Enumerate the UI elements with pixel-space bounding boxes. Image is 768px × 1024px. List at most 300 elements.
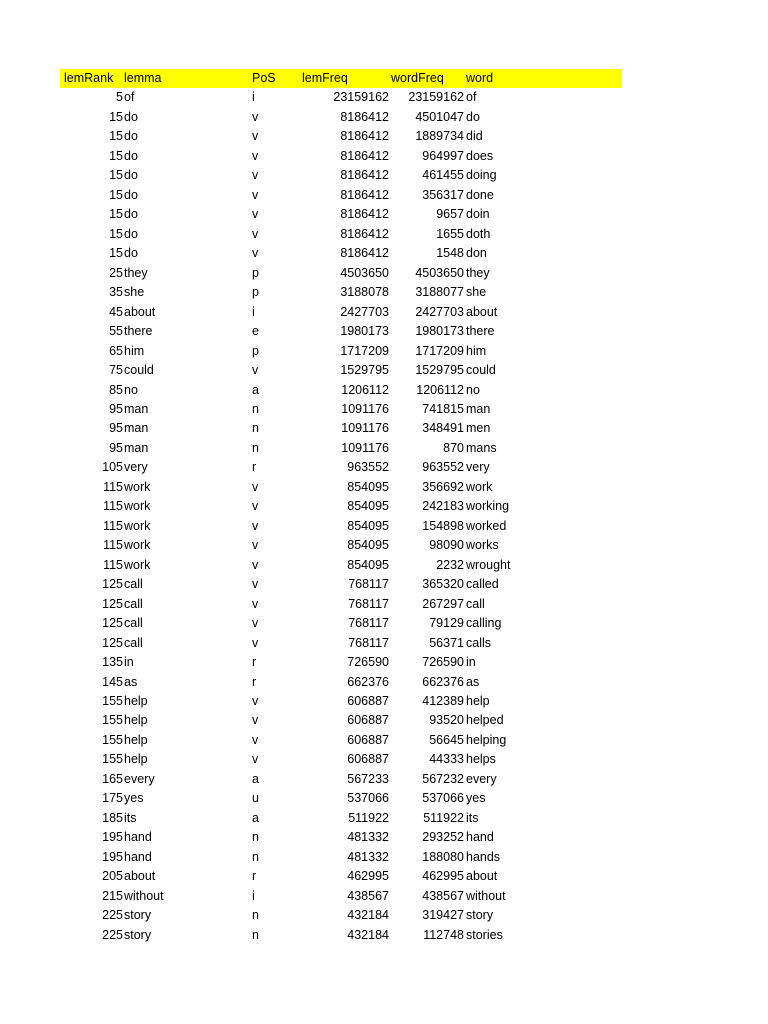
cell-pos[interactable]: r <box>252 674 257 689</box>
cell-lemfreq[interactable]: 768117 <box>348 616 389 631</box>
cell-lemma[interactable]: about <box>124 869 156 884</box>
cell-word[interactable]: help <box>466 694 490 708</box>
cell-word[interactable]: she <box>466 285 487 300</box>
cell-word[interactable]: men <box>466 421 491 436</box>
cell-pos[interactable]: i <box>252 304 255 319</box>
cell-pos[interactable]: v <box>252 499 259 514</box>
table-row <box>60 867 622 886</box>
cell-lemfreq[interactable]: 606887 <box>347 732 389 747</box>
cell-lemrank[interactable]: 15 <box>109 129 123 144</box>
cell-word[interactable]: no <box>466 382 480 397</box>
cell-lemfreq[interactable]: 606887 <box>347 752 389 767</box>
cell-lemrank[interactable]: 95 <box>109 440 123 455</box>
cell-pos[interactable]: v <box>252 732 259 747</box>
cell-lemfreq[interactable]: 854095 <box>347 538 389 553</box>
cell-lemma[interactable]: of <box>124 90 135 105</box>
cell-wordfreq[interactable]: 23159162 <box>408 90 464 105</box>
cell-word[interactable]: does <box>466 148 494 163</box>
cell-lemrank[interactable]: 145 <box>102 674 123 689</box>
cell-lemfreq[interactable]: 511922 <box>348 810 389 825</box>
cell-word[interactable]: of <box>466 90 477 105</box>
cell-word[interactable]: there <box>466 324 495 339</box>
cell-lemfreq[interactable]: 8186412 <box>340 168 389 183</box>
cell-lemma[interactable]: man <box>124 401 149 416</box>
cell-word[interactable]: every <box>466 771 497 786</box>
cell-lemrank[interactable]: 95 <box>109 401 123 416</box>
table-row <box>60 88 622 107</box>
cell-pos[interactable]: i <box>252 90 255 105</box>
cell-lemrank[interactable]: 115 <box>103 479 123 494</box>
cell-wordfreq[interactable]: 412389 <box>422 694 464 708</box>
header-pos[interactable]: PoS <box>252 71 276 85</box>
cell-pos[interactable]: a <box>252 810 259 825</box>
table-row <box>60 517 622 536</box>
cell-lemma[interactable]: call <box>124 616 143 631</box>
cell-wordfreq[interactable]: 1548 <box>436 246 464 261</box>
cell-lemrank[interactable]: 155 <box>102 713 123 728</box>
cell-lemma[interactable]: work <box>124 499 151 514</box>
table-row <box>60 536 622 555</box>
cell-lemma[interactable]: work <box>124 538 151 553</box>
cell-lemfreq[interactable]: 1980173 <box>340 324 389 339</box>
header-wordfreq[interactable]: wordFreq <box>391 71 444 85</box>
cell-pos[interactable]: v <box>252 713 259 728</box>
cell-pos[interactable]: v <box>252 596 259 611</box>
cell-lemrank[interactable]: 95 <box>109 421 123 436</box>
cell-wordfreq[interactable]: 356692 <box>422 479 464 494</box>
cell-wordfreq[interactable]: 1655 <box>436 226 464 241</box>
cell-lemma[interactable]: she <box>124 285 145 300</box>
cell-lemma[interactable]: there <box>124 324 153 339</box>
cell-lemrank[interactable]: 15 <box>109 168 123 183</box>
cell-lemrank[interactable]: 125 <box>102 596 123 611</box>
cell-word[interactable]: doin <box>466 207 490 222</box>
cell-wordfreq[interactable]: 293252 <box>422 830 464 845</box>
cell-lemma[interactable]: do <box>124 129 138 144</box>
cell-pos[interactable]: u <box>252 791 259 806</box>
cell-wordfreq[interactable]: 964997 <box>422 148 464 163</box>
cell-lemfreq[interactable]: 1529795 <box>340 363 389 378</box>
cell-word[interactable]: do <box>466 109 480 124</box>
cell-word[interactable]: its <box>466 810 479 825</box>
cell-lemrank[interactable]: 155 <box>102 694 123 708</box>
cell-lemma[interactable]: man <box>124 440 149 455</box>
cell-lemfreq[interactable]: 768117 <box>348 577 389 592</box>
table-row <box>60 673 622 692</box>
cell-wordfreq[interactable]: 438567 <box>422 888 464 903</box>
cell-wordfreq[interactable]: 4501047 <box>415 109 464 124</box>
cell-lemfreq[interactable]: 963552 <box>347 460 389 475</box>
cell-word[interactable]: could <box>466 363 496 378</box>
cell-lemfreq[interactable]: 854095 <box>347 479 389 494</box>
header-lemfreq[interactable]: lemFreq <box>302 71 348 85</box>
cell-pos[interactable]: v <box>252 557 259 572</box>
cell-wordfreq[interactable]: 462995 <box>422 869 464 884</box>
cell-lemrank[interactable]: 15 <box>109 187 123 202</box>
cell-lemma[interactable]: do <box>124 148 138 163</box>
cell-lemrank[interactable]: 205 <box>102 869 123 884</box>
table-row <box>60 303 622 322</box>
cell-wordfreq[interactable]: 1206112 <box>416 382 464 397</box>
cell-lemfreq[interactable]: 8186412 <box>340 148 389 163</box>
cell-lemma[interactable]: do <box>124 207 138 222</box>
cell-word[interactable]: mans <box>466 440 497 455</box>
table-row <box>60 419 622 438</box>
cell-lemma[interactable]: hand <box>124 830 152 845</box>
cell-lemfreq[interactable]: 537066 <box>347 791 389 806</box>
cell-lemma[interactable]: work <box>124 518 151 533</box>
cell-wordfreq[interactable]: 662376 <box>422 674 464 689</box>
cell-lemrank[interactable]: 195 <box>102 830 123 845</box>
cell-word[interactable]: called <box>466 577 499 592</box>
cell-lemfreq[interactable]: 432184 <box>347 927 389 942</box>
cell-lemrank[interactable]: 155 <box>102 732 123 747</box>
cell-lemma[interactable]: call <box>124 596 143 611</box>
cell-wordfreq[interactable]: 44333 <box>429 752 464 767</box>
cell-lemrank[interactable]: 15 <box>109 207 123 222</box>
table-row <box>60 770 622 789</box>
cell-lemma[interactable]: as <box>124 674 138 689</box>
cell-lemfreq[interactable]: 768117 <box>348 596 389 611</box>
cell-pos[interactable]: a <box>252 382 259 397</box>
cell-lemma[interactable]: help <box>124 713 148 728</box>
cell-word[interactable]: wrought <box>466 557 511 572</box>
cell-lemrank[interactable]: 15 <box>109 246 123 261</box>
cell-word[interactable]: helped <box>466 713 504 728</box>
cell-lemma[interactable]: very <box>124 460 148 475</box>
cell-wordfreq[interactable]: 963552 <box>422 460 464 475</box>
cell-pos[interactable]: v <box>252 109 259 124</box>
cell-lemrank[interactable]: 225 <box>102 927 123 942</box>
table-row <box>60 186 622 205</box>
table-row <box>60 342 622 361</box>
cell-wordfreq[interactable]: 93520 <box>429 713 464 728</box>
table-row <box>60 731 622 750</box>
cell-lemrank[interactable]: 125 <box>102 635 123 650</box>
cell-word[interactable]: very <box>466 460 490 475</box>
cell-lemma[interactable]: hand <box>124 849 152 864</box>
cell-wordfreq[interactable]: 3188077 <box>415 285 464 300</box>
cell-pos[interactable]: v <box>252 168 259 183</box>
cell-lemfreq[interactable]: 8186412 <box>340 109 389 124</box>
cell-pos[interactable]: v <box>252 479 259 494</box>
cell-lemma[interactable]: yes <box>124 791 144 806</box>
cell-lemfreq[interactable]: 8186412 <box>340 207 389 222</box>
cell-lemfreq[interactable]: 8186412 <box>340 187 389 202</box>
cell-lemma[interactable]: do <box>124 246 138 261</box>
cell-pos[interactable]: v <box>252 577 259 592</box>
cell-lemma[interactable]: help <box>124 732 148 747</box>
header-lemma[interactable]: lemma <box>124 71 162 85</box>
cell-lemma[interactable]: work <box>124 557 151 572</box>
cell-wordfreq[interactable]: 537066 <box>422 791 464 806</box>
table-row <box>60 497 622 516</box>
cell-lemma[interactable]: no <box>124 382 138 397</box>
cell-pos[interactable]: v <box>252 246 259 261</box>
cell-word[interactable]: they <box>466 265 490 280</box>
cell-lemrank[interactable]: 45 <box>109 304 123 319</box>
cell-wordfreq[interactable]: 2232 <box>436 557 464 572</box>
cell-wordfreq[interactable]: 870 <box>443 440 464 455</box>
table-row <box>60 478 622 497</box>
cell-lemrank[interactable]: 35 <box>109 285 123 300</box>
cell-lemrank[interactable]: 165 <box>102 771 123 786</box>
cell-lemrank[interactable]: 5 <box>116 90 123 105</box>
cell-lemma[interactable]: do <box>124 187 138 202</box>
cell-wordfreq[interactable]: 242183 <box>422 499 464 514</box>
cell-pos[interactable]: n <box>252 908 259 923</box>
cell-pos[interactable]: v <box>252 694 259 708</box>
cell-pos[interactable]: v <box>252 129 259 144</box>
cell-wordfreq[interactable]: 112748 <box>423 927 464 942</box>
table-row <box>60 244 622 263</box>
table-row <box>60 828 622 847</box>
cell-lemfreq[interactable]: 854095 <box>347 557 389 572</box>
cell-word[interactable]: don <box>466 246 487 261</box>
cell-lemrank[interactable]: 115 <box>103 557 123 572</box>
cell-lemrank[interactable]: 85 <box>109 382 123 397</box>
cell-wordfreq[interactable]: 4503650 <box>415 265 464 280</box>
cell-lemfreq[interactable]: 432184 <box>347 908 389 923</box>
cell-lemfreq[interactable]: 481332 <box>347 830 389 845</box>
cell-word[interactable]: stories <box>466 927 503 942</box>
cell-lemrank[interactable]: 15 <box>109 226 123 241</box>
cell-pos[interactable]: n <box>252 849 259 864</box>
cell-wordfreq[interactable]: 365320 <box>422 577 464 592</box>
table-row <box>60 926 622 945</box>
cell-wordfreq[interactable]: 741815 <box>422 401 464 416</box>
cell-word[interactable]: helps <box>466 752 496 767</box>
cell-word[interactable]: him <box>466 343 487 358</box>
cell-word[interactable]: man <box>466 401 491 416</box>
cell-lemma[interactable]: in <box>124 655 134 670</box>
cell-wordfreq[interactable]: 2427703 <box>415 304 464 319</box>
spreadsheet-table <box>60 69 622 945</box>
cell-word[interactable]: yes <box>466 791 486 806</box>
cell-lemfreq[interactable]: 726590 <box>347 655 389 670</box>
table-row <box>60 634 622 653</box>
cell-lemfreq[interactable]: 481332 <box>347 849 389 864</box>
cell-word[interactable]: story <box>466 908 494 923</box>
cell-lemma[interactable]: story <box>124 908 152 923</box>
table-row <box>60 400 622 419</box>
cell-word[interactable]: done <box>466 187 494 202</box>
cell-lemrank[interactable]: 15 <box>109 109 123 124</box>
cell-wordfreq[interactable]: 267297 <box>422 596 464 611</box>
cell-lemfreq[interactable]: 438567 <box>347 888 389 903</box>
cell-wordfreq[interactable]: 9657 <box>436 207 464 222</box>
cell-pos[interactable]: v <box>252 518 259 533</box>
cell-wordfreq[interactable]: 98090 <box>429 538 464 553</box>
cell-pos[interactable]: a <box>252 771 259 786</box>
cell-lemma[interactable]: him <box>124 343 145 358</box>
cell-lemrank[interactable]: 215 <box>102 888 123 903</box>
cell-lemfreq[interactable]: 1206112 <box>341 382 389 397</box>
table-row <box>60 147 622 166</box>
cell-lemfreq[interactable]: 854095 <box>347 499 389 514</box>
cell-pos[interactable]: p <box>252 343 259 358</box>
cell-lemfreq[interactable]: 854095 <box>347 518 389 533</box>
cell-lemfreq[interactable]: 567233 <box>347 771 389 786</box>
cell-lemma[interactable]: man <box>124 421 149 436</box>
cell-pos[interactable]: v <box>252 226 259 241</box>
cell-pos[interactable]: r <box>252 460 257 475</box>
cell-pos[interactable]: v <box>252 538 259 553</box>
cell-lemfreq[interactable]: 8186412 <box>340 246 389 261</box>
cell-pos[interactable]: n <box>252 401 259 416</box>
cell-wordfreq[interactable]: 356317 <box>422 187 464 202</box>
table-row <box>60 166 622 185</box>
cell-word[interactable]: hand <box>466 830 494 845</box>
cell-word[interactable]: without <box>466 888 506 903</box>
cell-pos[interactable]: v <box>252 363 259 378</box>
cell-lemrank[interactable]: 115 <box>103 518 123 533</box>
cell-word[interactable]: call <box>466 596 485 611</box>
cell-wordfreq[interactable]: 1529795 <box>415 363 464 378</box>
table-row <box>60 711 622 730</box>
cell-lemrank[interactable]: 225 <box>102 908 123 923</box>
cell-lemfreq[interactable]: 1091176 <box>341 421 389 436</box>
cell-wordfreq[interactable]: 1889734 <box>415 129 464 144</box>
table-row <box>60 283 622 302</box>
cell-pos[interactable]: v <box>252 752 259 767</box>
cell-wordfreq[interactable]: 154898 <box>422 518 464 533</box>
cell-pos[interactable]: v <box>252 148 259 163</box>
cell-word[interactable]: did <box>466 129 483 144</box>
cell-lemrank[interactable]: 175 <box>102 791 123 806</box>
cell-lemrank[interactable]: 125 <box>102 616 123 631</box>
cell-lemfreq[interactable]: 662376 <box>347 674 389 689</box>
cell-word[interactable]: calls <box>466 635 492 650</box>
cell-word[interactable]: hands <box>466 849 501 864</box>
cell-wordfreq[interactable]: 567232 <box>422 771 464 786</box>
cell-wordfreq[interactable]: 56371 <box>429 635 464 650</box>
cell-wordfreq[interactable]: 348491 <box>422 421 464 436</box>
cell-wordfreq[interactable]: 188080 <box>422 849 464 864</box>
cell-lemma[interactable]: work <box>124 479 151 494</box>
cell-wordfreq[interactable]: 1980173 <box>415 324 464 339</box>
cell-wordfreq[interactable]: 79129 <box>429 616 464 631</box>
cell-lemfreq[interactable]: 8186412 <box>340 129 389 144</box>
cell-wordfreq[interactable]: 511922 <box>423 810 464 825</box>
cell-lemrank[interactable]: 65 <box>109 343 123 358</box>
cell-word[interactable]: about <box>466 869 498 884</box>
cell-lemfreq[interactable]: 1091176 <box>341 401 389 416</box>
cell-pos[interactable]: n <box>252 927 259 942</box>
cell-wordfreq[interactable]: 319427 <box>422 908 464 923</box>
cell-word[interactable]: helping <box>466 732 507 747</box>
cell-lemfreq[interactable]: 23159162 <box>333 90 389 105</box>
cell-lemfreq[interactable]: 1717209 <box>340 343 389 358</box>
table-row <box>60 789 622 808</box>
cell-word[interactable]: working <box>466 499 510 514</box>
cell-word[interactable]: about <box>466 304 498 319</box>
cell-lemma[interactable]: without <box>124 888 164 903</box>
cell-lemrank[interactable]: 115 <box>103 499 123 514</box>
cell-word[interactable]: doth <box>466 226 491 241</box>
cell-pos[interactable]: i <box>252 888 255 903</box>
cell-lemrank[interactable]: 155 <box>102 752 123 767</box>
cell-lemfreq[interactable]: 2427703 <box>340 304 389 319</box>
cell-pos[interactable]: v <box>252 207 259 222</box>
table-row <box>60 809 622 828</box>
cell-lemma[interactable]: help <box>124 694 148 708</box>
cell-lemma[interactable]: call <box>124 635 143 650</box>
cell-lemfreq[interactable]: 462995 <box>347 869 389 884</box>
cell-lemma[interactable]: about <box>124 304 156 319</box>
cell-lemfreq[interactable]: 1091176 <box>341 440 389 455</box>
cell-pos[interactable]: p <box>252 265 259 280</box>
cell-word[interactable]: works <box>466 538 499 553</box>
cell-pos[interactable]: v <box>252 187 259 202</box>
cell-lemrank[interactable]: 75 <box>109 363 123 378</box>
cell-word[interactable]: work <box>466 479 493 494</box>
cell-pos[interactable]: n <box>252 830 259 845</box>
cell-lemrank[interactable]: 115 <box>103 538 123 553</box>
cell-lemrank[interactable]: 185 <box>102 810 123 825</box>
cell-lemma[interactable]: call <box>124 577 143 592</box>
cell-pos[interactable]: r <box>252 869 257 884</box>
table-row <box>60 458 622 477</box>
cell-pos[interactable]: r <box>252 655 257 670</box>
cell-word[interactable]: worked <box>466 518 507 533</box>
cell-pos[interactable]: v <box>252 616 259 631</box>
cell-lemrank[interactable]: 25 <box>109 265 123 280</box>
cell-lemma[interactable]: they <box>124 265 148 280</box>
cell-lemma[interactable]: do <box>124 109 138 124</box>
cell-word[interactable]: as <box>466 674 480 689</box>
cell-lemma[interactable]: do <box>124 226 138 241</box>
cell-lemrank[interactable]: 135 <box>102 655 123 670</box>
cell-wordfreq[interactable]: 56645 <box>429 732 464 747</box>
cell-lemfreq[interactable]: 3188078 <box>340 285 389 300</box>
cell-lemrank[interactable]: 55 <box>109 324 123 339</box>
cell-word[interactable]: doing <box>466 168 497 183</box>
cell-lemma[interactable]: story <box>124 927 152 942</box>
cell-lemma[interactable]: help <box>124 752 148 767</box>
cell-lemfreq[interactable]: 8186412 <box>340 226 389 241</box>
cell-lemrank[interactable]: 125 <box>102 577 123 592</box>
cell-pos[interactable]: v <box>252 635 259 650</box>
cell-lemfreq[interactable]: 768117 <box>348 635 389 650</box>
table-row <box>60 556 622 575</box>
cell-lemrank[interactable]: 15 <box>109 148 123 163</box>
cell-wordfreq[interactable]: 726590 <box>422 655 464 670</box>
cell-lemrank[interactable]: 195 <box>102 849 123 864</box>
table-row <box>60 381 622 400</box>
cell-pos[interactable]: e <box>252 324 259 339</box>
cell-wordfreq[interactable]: 1717209 <box>415 343 464 358</box>
table-row <box>60 614 622 633</box>
cell-lemma[interactable]: its <box>124 810 137 825</box>
cell-pos[interactable]: n <box>252 421 259 436</box>
cell-wordfreq[interactable]: 461455 <box>422 168 464 183</box>
cell-lemma[interactable]: could <box>124 363 154 378</box>
cell-lemfreq[interactable]: 606887 <box>347 713 389 728</box>
header-word[interactable]: word <box>466 71 494 85</box>
cell-word[interactable]: calling <box>466 616 502 631</box>
cell-word[interactable]: in <box>466 655 476 670</box>
cell-lemrank[interactable]: 105 <box>102 460 123 475</box>
header-row <box>60 69 622 88</box>
cell-lemfreq[interactable]: 606887 <box>347 694 389 708</box>
cell-pos[interactable]: n <box>252 440 259 455</box>
header-lemrank[interactable]: lemRank <box>64 71 114 85</box>
cell-pos[interactable]: p <box>252 285 259 300</box>
cell-lemma[interactable]: do <box>124 168 138 183</box>
cell-lemfreq[interactable]: 4503650 <box>340 265 389 280</box>
cell-lemma[interactable]: every <box>124 771 155 786</box>
